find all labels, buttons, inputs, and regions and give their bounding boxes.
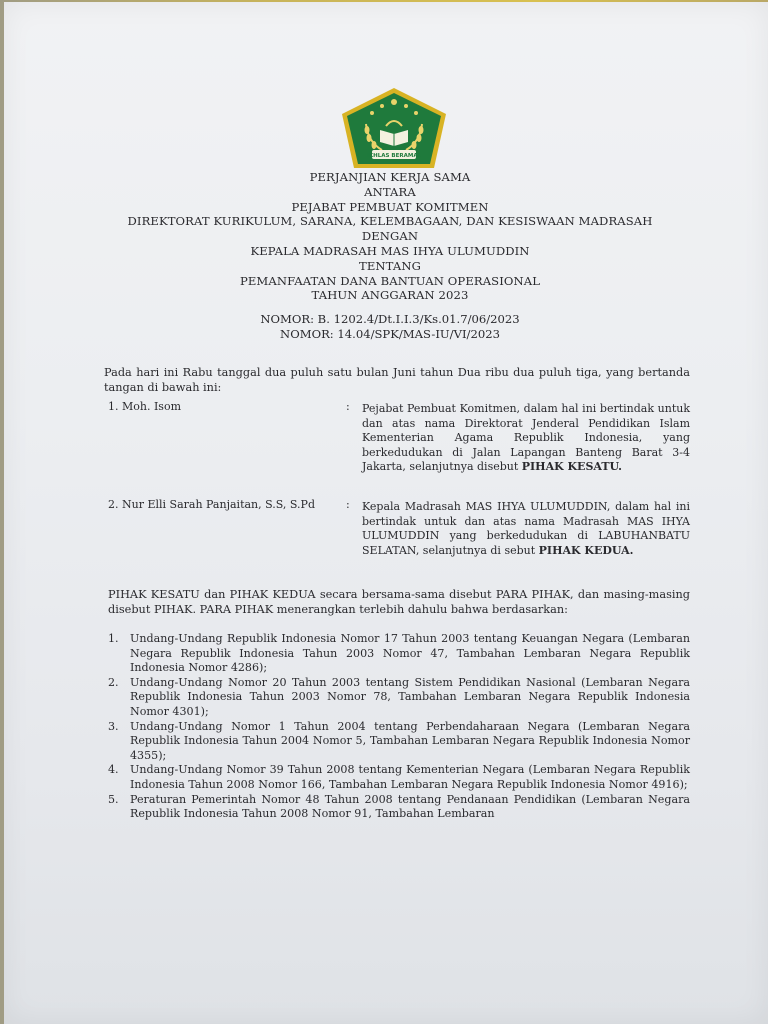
list-item-text: Undang-Undang Nomor 39 Tahun 2008 tentang Kementerian Negara (Lembaran Negara Republik Indonesia Tahun 2008 Nomor 166, Tambahan Lembaran Negara Republik Indonesia Nomor 4916);	[130, 763, 690, 791]
title-line: DENGAN	[361, 229, 419, 244]
title-line: PEJABAT PEMBUAT KOMITMEN	[291, 199, 489, 214]
agreement-numbers	[90, 312, 690, 342]
list-item-number: 2.	[108, 675, 119, 689]
list-item-number: 3.	[108, 719, 119, 733]
list-item-number: 1.	[108, 632, 119, 645]
party-2-colon: :	[346, 498, 350, 511]
party-2-description	[362, 500, 690, 558]
list-item-number: 4.	[108, 763, 119, 777]
party-2-role: PIHAK KEDUA.	[538, 543, 634, 557]
title-line: ANTARA	[364, 184, 416, 199]
party-1-name: 1. Moh. Isom	[108, 400, 181, 413]
party-1-desc-text: Pejabat Pembuat Komitmen, dalam hal ini bertindak untuk dan atas nama Direktorat Jenderal Pendidikan Islam Kementerian Agama Republik Indonesia, yang berkedudukan di Jalan Lapangan Banteng Barat 3-4 Jakarta, selanjutnya disebut	[362, 402, 690, 474]
nomor-line-2: NOMOR: 14.04/SPK/MAS-IU/VI/2023	[280, 326, 500, 341]
kementerian-agama-emblem-icon	[338, 86, 450, 170]
list-item-text: Undang-Undang Nomor 1 Tahun 2004 tentang Perbendaharaan Negara (Lembaran Negara Republik Indonesia Tahun 2004 Nomor 5, Tambahan Lembaran Negara Republik Indonesia Nomor 4355);	[130, 719, 690, 762]
party-1-role: PIHAK KESATU.	[521, 460, 622, 474]
party-2-name: 2. Nur Elli Sarah Panjaitan, S.S, S.Pd	[108, 498, 315, 511]
list-item-number: 5.	[108, 792, 119, 806]
party-1-description	[362, 402, 690, 475]
title-line: DIREKTORAT KURIKULUM, SARANA, KELEMBAGAAN, DAN KESISWAAN MADRASAH	[127, 214, 653, 229]
title-line: TAHUN ANGGARAN 2023	[311, 288, 469, 303]
list-item	[108, 632, 690, 676]
agreement-title	[90, 170, 690, 303]
list-item-text: Undang-Undang Nomor 20 Tahun 2003 tentang Sistem Pendidikan Nasional (Lembaran Negara Republik Indonesia Tahun 2003 Nomor 78, Tambahan Lembaran Negara Republik Indonesia Nomor 4301);	[130, 675, 690, 718]
title-line: PEMANFAATAN DANA BANTUAN OPERASIONAL	[239, 273, 541, 288]
title-line: PERJANJIAN KERJA SAMA	[309, 170, 471, 184]
nomor-line-1: NOMOR: B. 1202.4/Dt.I.I.3/Ks.01.7/06/2023	[260, 312, 520, 326]
parties-intro-paragraph: PIHAK KESATU dan PIHAK KEDUA secara bersama-sama disebut PARA PIHAK, dan masing-masing disebut PIHAK. PARA PIHAK menerangkan terlebih dahulu bahwa berdasarkan:	[108, 588, 690, 616]
opening-paragraph: Pada hari ini Rabu tanggal dua puluh satu bulan Juni tahun Dua ribu dua puluh tiga, yang bertanda tangan di bawah ini:	[104, 366, 690, 394]
list-item	[108, 676, 690, 720]
list-item-text: Peraturan Pemerintah Nomor 48 Tahun 2008 tentang Pendanaan Pendidikan (Lembaran Negara Republik Indonesia Tahun 2008 Nomor 91, Tambahan Lembaran	[130, 792, 690, 821]
document-page	[4, 2, 768, 1024]
list-item-text: Undang-Undang Republik Indonesia Nomor 17 Tahun 2003 tentang Keuangan Negara (Lembaran Negara Republik Indonesia Tahun 2003 Nomor 47, Tambahan Lembaran Negara Republik Indonesia Nomor 4286);	[130, 632, 690, 675]
list-item	[108, 720, 690, 764]
title-line: TENTANG	[359, 258, 421, 273]
svg-text:IKHLAS BERAMAL: IKHLAS BERAMAL	[366, 153, 422, 159]
party-1-colon: :	[346, 400, 350, 413]
legal-basis-list	[108, 632, 690, 822]
party-2-desc-text: Kepala Madrasah MAS IHYA ULUMUDDIN, dalam hal ini bertindak untuk dan atas nama Madrasah MAS IHYA ULUMUDDIN yang berkedudukan di LABUHANBATU SELATAN, selanjutnya di sebut	[362, 500, 690, 557]
title-line: KEPALA MADRASAH MAS IHYA ULUMUDDIN	[250, 243, 530, 258]
list-item	[108, 763, 690, 792]
list-item	[108, 793, 690, 822]
